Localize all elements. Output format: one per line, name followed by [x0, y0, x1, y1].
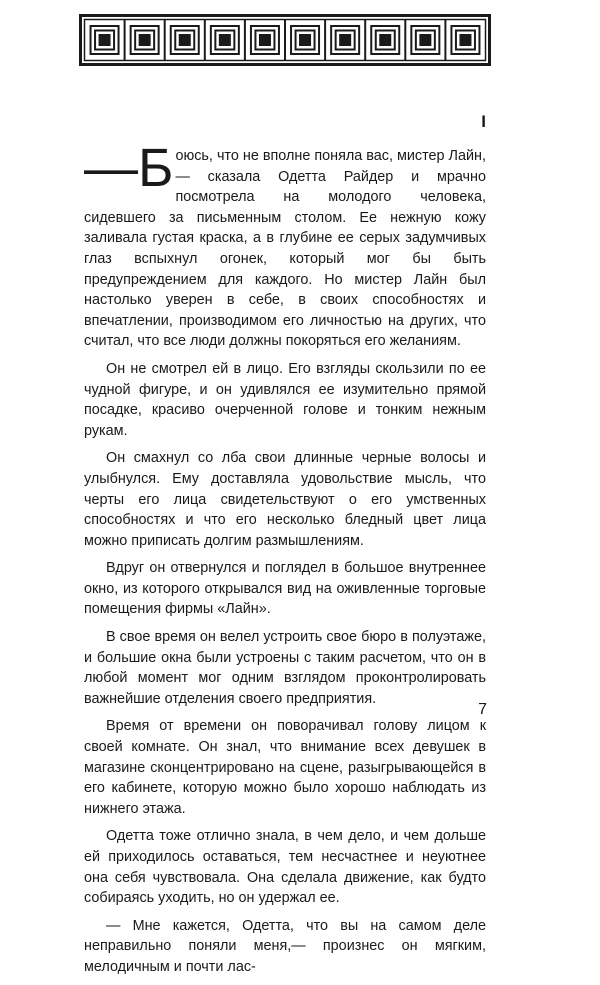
- paragraph-1: —Б оюсь, что не вполне поняла вас, мистер Лайн,— сказала Одетта Райдер и мрачно посмотрела на молодого человека, сидевшего за письменным столом. Ее нежную кожу заливала густая краска, а в глубине ее серых задумчивых глаз вспыхнул огонек, который мог бы быть предупреждением для каждого. Но мистер Лайн был настолько уверен в себе, в своих способностях и впечатлении, производимом его личностью на других, что считал, что все люди должны покоряться его желаниям.: [84, 138, 486, 350]
- paragraph-4: Вдруг он отвернулся и поглядел в большое внутреннее окно, из которого открывался вид на оживленные торговые помещения фирмы «Лайн».: [84, 560, 486, 618]
- paragraph-6: Время от времени он поворачивал голову лицом к своей комнате. Он знал, что внимание всех девушек в магазине сконцентрировано на сцене, разыгрывающейся в его кабинете, которую можно было хорошо наблюдать из нижнего этажа.: [84, 718, 486, 817]
- body-text: [84, 138, 486, 985]
- paragraph-3: Он смахнул со лба свои длинные черные волосы и улыбнулся. Ему доставляла удовольствие мысль, что черты его лица свидетельствуют о его умственных способностях и что его несколько бледный цвет лица можно приписать долгим размышлениям.: [84, 450, 486, 549]
- paragraph-5: В свое время он велел устроить свое бюро в полуэтаже, и большие окна были устроены с таким расчетом, что он в любой момент мог одним взглядом проконтролировать важнейшие отделения своего предприятия.: [84, 629, 486, 707]
- paragraph-2: Он не смотрел ей в лицо. Его взгляды скользили по ее чудной фигуре, и он удивлялся ее изумительно прямой посадке, красиво очерченной голове и тонким нежным рукам.: [84, 360, 486, 439]
- drop-cap: —Б: [84, 138, 174, 198]
- chapter-number: I: [481, 112, 486, 131]
- paragraph-8: — Мне кажется, Одетта, что вы на самом деле неправильно поняли меня,— произнес он мягким, мелодичным и почти лас-: [84, 917, 486, 975]
- meander-ornament: [79, 14, 491, 66]
- paragraph-7: Одетта тоже отлично знала, в чем дело, и чем дольше ей приходилось оставаться, тем несчастнее и неуютнее она себя чувствовала. Она сделала движение, как будто собираясь уходить, но он удержал ее.: [84, 828, 486, 907]
- page-number: 7: [478, 701, 487, 718]
